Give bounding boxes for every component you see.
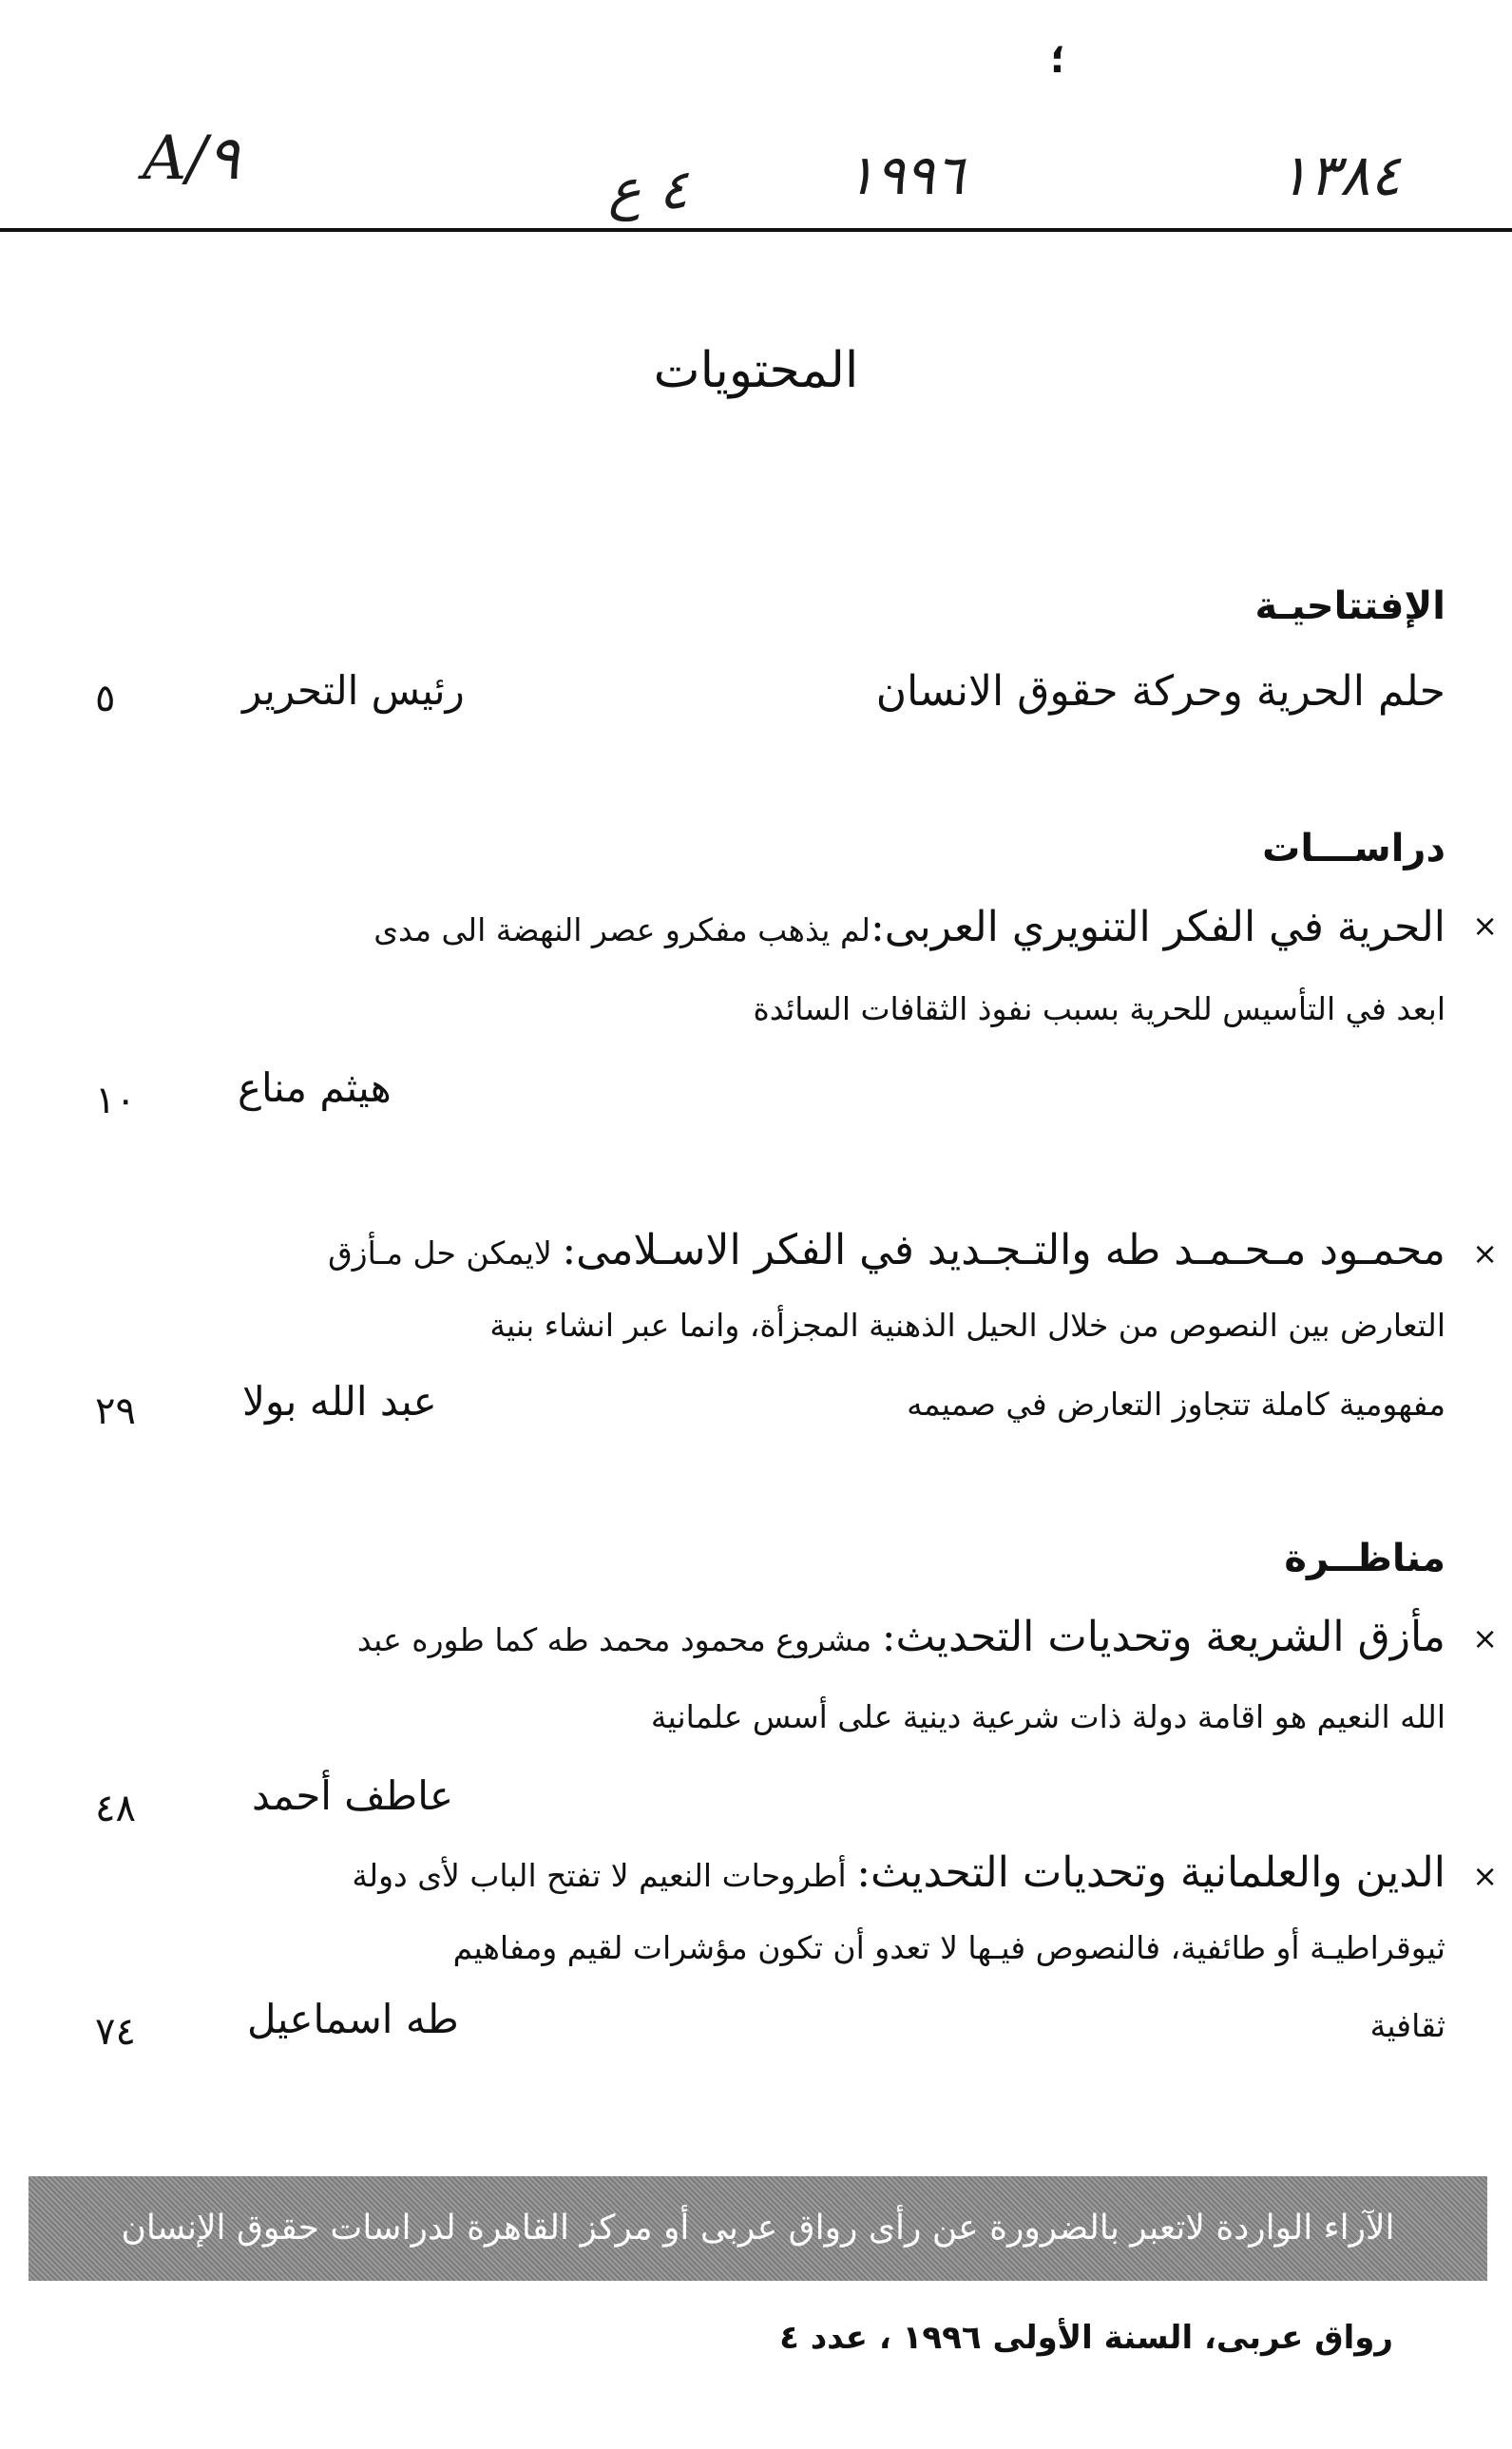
entry-1-author: رئيس التحرير	[242, 667, 465, 714]
entry-3-line-2: التعارض بين النصوص من خلال الحيل الذهنية المجزأة، وانما عبر انشاء بنية	[489, 1307, 1445, 1344]
entry-5-lead: الدين والعلمانية وتحديات التحديث:	[856, 1848, 1445, 1897]
header-rule	[0, 228, 1512, 232]
entry-4-lead: مأزق الشريعة وتحديات التحديث:	[881, 1613, 1445, 1661]
entry-3-line-1	[182, 1226, 1445, 1274]
entry-2-line-2: ابعد في التأسيس للحرية بسبب نفوذ الثقافات السائدة	[753, 990, 1445, 1027]
handwritten-left: A/٩	[143, 124, 240, 194]
bullet-mark: ×	[1472, 908, 1498, 944]
entry-5-page: ٧٤	[95, 2010, 136, 2054]
section-editorial: الإفتتاحيـة	[1254, 584, 1445, 628]
entry-1-page: ٥	[95, 677, 116, 720]
entry-4-line-1	[182, 1613, 1445, 1661]
entry-2-page: ١٠	[95, 1079, 136, 1122]
entry-5-line-3: ثقافية	[1369, 2007, 1445, 2044]
entry-4-author: عاطف أحمد	[252, 1772, 454, 1819]
entry-5-line-2: ثيوقراطيـة أو طائفية، فالنصوص فيـها لا تعدو أن تكون مؤشرات لقيم ومفاهيم	[452, 1929, 1445, 1966]
bullet-mark: ×	[1472, 1858, 1498, 1894]
handwritten-mid-1: ٤ ع	[608, 157, 689, 221]
entry-5-author: طه اسماعيل	[247, 1996, 459, 2042]
entry-4-summary-1: مشروع محمود محمد طه كما طوره عبد	[356, 1621, 872, 1658]
handwritten-mid-2: ١٩٩٦	[846, 143, 965, 207]
entry-2-lead: الحرية في الفكر التنويري العربى:	[870, 903, 1445, 951]
bullet-mark: ×	[1472, 1235, 1498, 1272]
footer-citation: رواق عربى، السنة الأولى ١٩٩٦ ، عدد ٤	[779, 2319, 1393, 2357]
entry-2-line-1	[182, 903, 1445, 951]
entry-3-lead: محمـود مـحـمـد طه والتـجـديد في الفكر الاسـلامى:	[562, 1226, 1445, 1274]
entry-5-summary-1: أطروحات النعيم لا تفتح الباب لأى دولة	[352, 1857, 847, 1894]
entry-3-author: عبد الله بولا	[242, 1378, 437, 1425]
entry-3-summary-1: لايمكن حل مـأزق	[328, 1234, 552, 1272]
section-studies: دراســـات	[1262, 827, 1445, 871]
entry-2-summary-1: لم يذهب مفكرو عصر النهضة الى مدى	[373, 911, 871, 948]
entry-1-title: حلم الحرية وحركة حقوق الانسان	[875, 667, 1445, 716]
entry-5-line-1	[182, 1848, 1445, 1897]
entry-2-author: هيثم مناع	[238, 1064, 392, 1111]
entry-4-page: ٤٨	[95, 1787, 136, 1830]
entry-3-line-3: مفهومية كاملة تتجاوز التعارض في صميمه	[907, 1386, 1445, 1423]
entry-3-page: ٢٩	[95, 1389, 136, 1433]
header-mark: ؛	[1050, 38, 1065, 82]
disclaimer-banner: الآراء الواردة لاتعبر بالضرورة عن رأى رواق عربى أو مركز القاهرة لدراسات حقوق الإنسان	[29, 2176, 1487, 2281]
page-title: المحتويات	[653, 342, 859, 399]
entry-4-line-2: الله النعيم هو اقامة دولة ذات شرعية دينية على أسس علمانية	[650, 1698, 1445, 1735]
bullet-mark: ×	[1472, 1620, 1498, 1656]
section-debate: مناظــرة	[1284, 1537, 1445, 1580]
handwritten-right: ١٣٨٤	[1278, 143, 1401, 209]
